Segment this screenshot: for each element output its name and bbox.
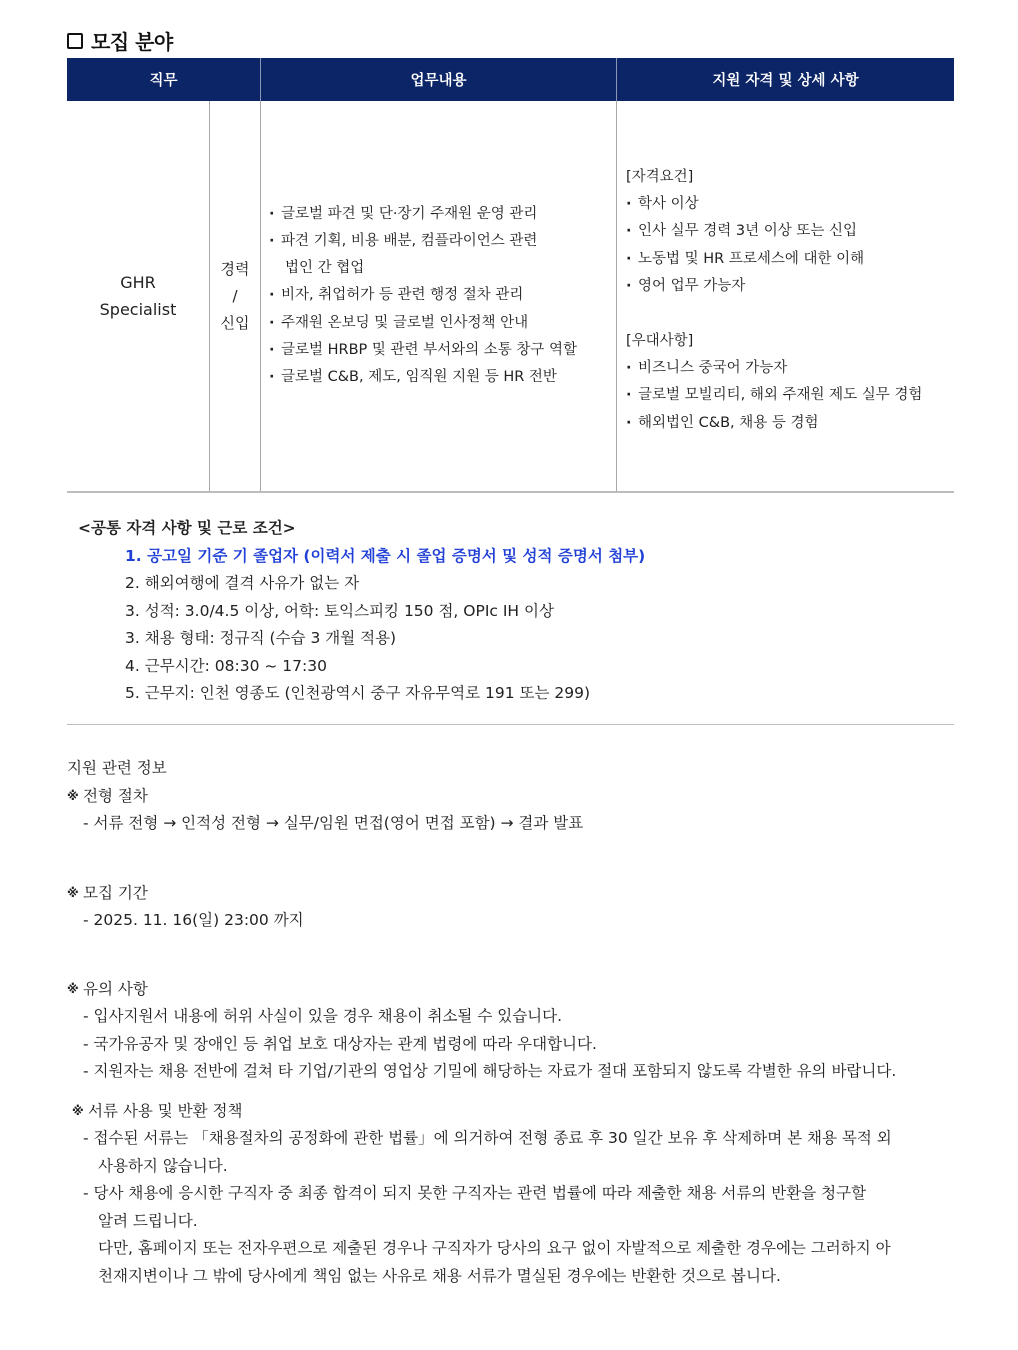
documents-line: 천재지변이나 그 밖에 당사에게 책임 없는 사유로 채용 서류가 멸실된 경우에는 반환한 것으로 봅니다. xyxy=(98,1266,781,1285)
header-duty: 업무내용 xyxy=(261,58,617,101)
duty-item: · 파견 기획, 비용 배분, 컴플라이언스 관련 xyxy=(269,228,577,255)
square-bullet-icon xyxy=(67,33,83,49)
job-name-cell xyxy=(67,101,210,491)
job-name-line2: Specialist xyxy=(99,300,177,319)
caution-line: - 입사지원서 내용에 허위 사실이 있을 경우 채용이 취소될 수 있습니다. xyxy=(83,1007,563,1025)
hire-type-line3: 신입 xyxy=(220,313,250,332)
header-qualification: 지원 자격 및 상세 사항 xyxy=(712,73,859,89)
caution-line: - 지원자는 채용 전반에 걸쳐 타 기업/기관의 영업상 기밀에 해당하는 자료가 절대 포함되지 않도록 각별한 유의 바랍니다. xyxy=(83,1062,897,1080)
duty-cell xyxy=(261,101,617,491)
requirements-heading: [자격요건] xyxy=(626,169,694,185)
condition-item: 5. 근무지: 인천 영종도 (인천광역시 중구 자유무역로 191 또는 299) xyxy=(125,684,591,702)
documents-line: 사용하지 않습니다. xyxy=(98,1156,228,1175)
hire-type-line1: 경력 xyxy=(220,259,250,278)
section-title xyxy=(67,26,173,55)
duty-item: · 글로벌 C&B, 제도, 임직원 지원 등 HR 전반 xyxy=(269,364,577,391)
preferred-heading: [우대사항] xyxy=(626,333,694,350)
reference-mark-icon: ※ xyxy=(67,885,79,900)
preferred-item: · 해외법인 C&B, 채용 등 경험 xyxy=(626,410,954,437)
process-heading: ※ 전형 절차 xyxy=(67,783,954,811)
duty-item: · 비자, 취업허가 등 관련 행정 절차 관리 xyxy=(269,282,577,309)
section-title-text: 모집 분야 xyxy=(91,30,173,54)
duty-item: · 주재원 온보딩 및 글로벌 인사정책 안내 xyxy=(269,310,577,337)
condition-item: 3. 성적: 3.0/4.5 이상, 어학: 토익스피킹 150 점, OPIc IH 이상 xyxy=(125,601,554,620)
condition-item-highlight: 1. 공고일 기준 기 졸업자 (이력서 제출 시 졸업 증명서 및 성적 증명서 첨부) xyxy=(125,546,646,565)
duty-list xyxy=(269,201,577,391)
period-deadline: - 2025. 11. 16(일) 23:00 까지 xyxy=(83,911,304,929)
requirement-item: · 노동법 및 HR 프로세스에 대한 이해 xyxy=(626,246,954,273)
requirements-list xyxy=(626,191,954,300)
duty-item: · 글로벌 HRBP 및 관련 부서와의 소통 창구 역할 xyxy=(269,337,577,364)
application-info-title: 지원 관련 정보 xyxy=(67,759,167,777)
process-steps: - 서류 전형 → 인적성 전형 → 실무/임원 면접(영어 면접 포함) → 결과 발표 xyxy=(83,814,584,832)
job-table xyxy=(67,58,954,493)
divider xyxy=(67,724,954,725)
reference-mark-icon: ※ xyxy=(67,788,79,803)
job-name-line1: GHR xyxy=(120,273,156,292)
requirement-item: · 학사 이상 xyxy=(626,191,954,218)
documents-line: - 당사 채용에 응시한 구직자 중 최종 합격이 되지 못한 구직자는 관련 법률에 따라 제출한 채용 서류의 반환을 청구할 xyxy=(83,1184,867,1202)
reference-mark-icon: ※ xyxy=(67,981,79,996)
header-job: 직무 xyxy=(67,58,261,101)
common-conditions-title: <공통 자격 사항 및 근로 조건> xyxy=(78,519,296,537)
duty-item: · 글로벌 파견 및 단·장기 주재원 운영 관리 xyxy=(269,201,577,228)
table-header xyxy=(67,58,954,101)
documents-heading: ※ 서류 사용 및 반환 정책 xyxy=(67,1098,954,1126)
preferred-item: · 비즈니스 중국어 가능자 xyxy=(626,355,954,382)
common-conditions-list xyxy=(78,543,645,708)
requirement-item: · 인사 실무 경력 3년 이상 또는 신입 xyxy=(626,218,954,245)
caution-line: - 국가유공자 및 장애인 등 취업 보호 대상자는 관계 법령에 따라 우대합니다. xyxy=(83,1034,597,1053)
duty-item-continuation: 법인 간 협업 xyxy=(285,260,365,277)
common-conditions xyxy=(78,515,645,708)
documents-line: 알려 드립니다. xyxy=(98,1211,198,1230)
preferred-list xyxy=(626,355,954,437)
period-heading: ※ 모집 기간 xyxy=(67,880,954,908)
condition-item: 4. 근무시간: 08:30 ~ 17:30 xyxy=(125,656,327,675)
hire-type-line2: / xyxy=(232,286,238,305)
documents-line: 다만, 홈페이지 또는 전자우편으로 제출된 경우나 구직자가 당사의 요구 없이 자발적으로 제출한 경우에는 그러하지 아 xyxy=(98,1239,891,1257)
preferred-item: · 글로벌 모빌리티, 해외 주재원 제도 실무 경험 xyxy=(626,382,954,409)
condition-item: 2. 해외여행에 결격 사유가 없는 자 xyxy=(125,574,360,592)
documents-line: - 접수된 서류는 「채용절차의 공정화에 관한 법률」에 의거하여 전형 종료 후 30 일간 보유 후 삭제하며 본 채용 목적 외 xyxy=(83,1129,892,1147)
condition-item: 3. 채용 형태: 정규직 (수습 3 개월 적용) xyxy=(125,629,397,647)
application-info xyxy=(67,755,954,1290)
table-row xyxy=(67,101,954,493)
reference-mark-icon: ※ xyxy=(72,1103,84,1118)
qualification-cell xyxy=(617,101,954,491)
hire-type-cell xyxy=(210,101,261,491)
requirement-item: · 영어 업무 가능자 xyxy=(626,273,954,300)
cautions-heading: ※ 유의 사항 xyxy=(67,976,954,1004)
